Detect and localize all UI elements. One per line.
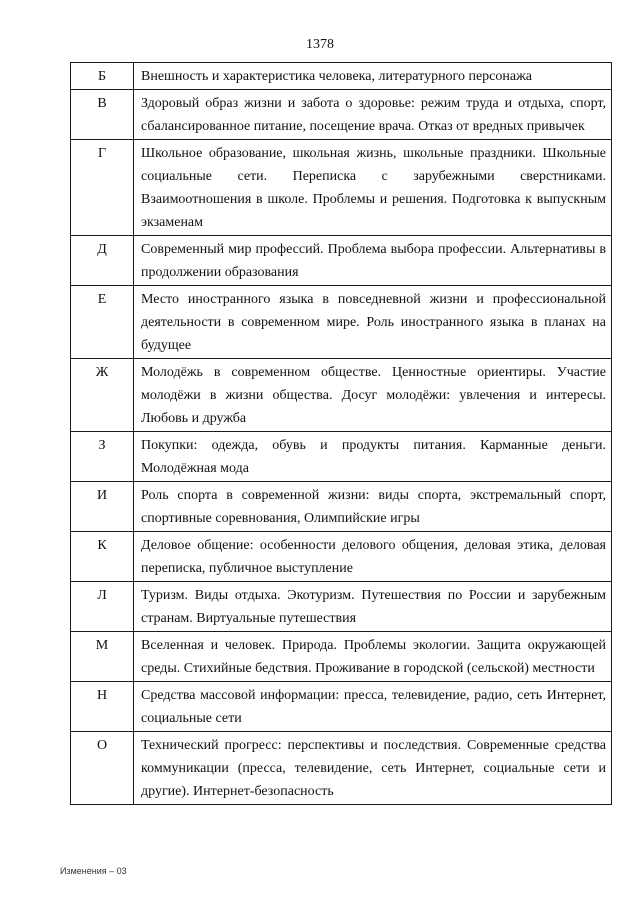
row-description: Технический прогресс: перспективы и последствия. Современные средства коммуникации (пресса, телевидение, сеть Интернет, социальные сети и другие). Интернет-безопасность [134, 732, 612, 805]
table-row [71, 359, 612, 432]
row-description: Покупки: одежда, обувь и продукты питания. Карманные деньги. Молодёжная мода [134, 432, 612, 482]
table-row [71, 532, 612, 582]
row-description: Школьное образование, школьная жизнь, школьные праздники. Школьные социальные сети. Переписка с зарубежными сверстниками. Взаимоотношения в школе. Проблемы и решения. Подготовка к выпускным экзаменам [134, 140, 612, 236]
row-description: Современный мир профессий. Проблема выбора профессии. Альтернативы в продолжении образования [134, 236, 612, 286]
table-row [71, 482, 612, 532]
table-row [71, 582, 612, 632]
topics-table-body [71, 63, 612, 805]
table-row [71, 632, 612, 682]
row-code: З [71, 432, 134, 482]
row-description: Деловое общение: особенности делового общения, деловая этика, деловая переписка, публичное выступление [134, 532, 612, 582]
row-description: Внешность и характеристика человека, литературного персонажа [134, 63, 612, 90]
row-code: Е [71, 286, 134, 359]
table-row [71, 286, 612, 359]
row-description: Молодёжь в современном обществе. Ценностные ориентиры. Участие молодёжи в жизни общества. Досуг молодёжи: увлечения и интересы. Любовь и дружба [134, 359, 612, 432]
row-description: Туризм. Виды отдыха. Экотуризм. Путешествия по России и зарубежным странам. Виртуальные путешествия [134, 582, 612, 632]
row-code: Д [71, 236, 134, 286]
table-row [71, 732, 612, 805]
table-row [71, 432, 612, 482]
row-code: Л [71, 582, 134, 632]
row-code: Н [71, 682, 134, 732]
row-description: Средства массовой информации: пресса, телевидение, радио, сеть Интернет, социальные сети [134, 682, 612, 732]
row-description: Роль спорта в современной жизни: виды спорта, экстремальный спорт, спортивные соревнования, Олимпийские игры [134, 482, 612, 532]
revision-footer: Изменения – 03 [60, 866, 127, 876]
table-row [71, 682, 612, 732]
row-code: К [71, 532, 134, 582]
page-number: 1378 [306, 37, 334, 52]
row-description: Вселенная и человек. Природа. Проблемы экологии. Защита окружающей среды. Стихийные бедствия. Проживание в городской (сельской) местности [134, 632, 612, 682]
row-description: Место иностранного языка в повседневной жизни и профессиональной деятельности в современном мире. Роль иностранного языка в планах на будущее [134, 286, 612, 359]
row-code: Ж [71, 359, 134, 432]
row-code: О [71, 732, 134, 805]
table-row [71, 236, 612, 286]
row-code: Б [71, 63, 134, 90]
table-row [71, 140, 612, 236]
topics-table [70, 62, 612, 805]
table-row [71, 90, 612, 140]
table-row [71, 63, 612, 90]
row-code: Г [71, 140, 134, 236]
row-code: М [71, 632, 134, 682]
row-code: И [71, 482, 134, 532]
row-description: Здоровый образ жизни и забота о здоровье: режим труда и отдыха, спорт, сбалансированное питание, посещение врача. Отказ от вредных привычек [134, 90, 612, 140]
row-code: В [71, 90, 134, 140]
